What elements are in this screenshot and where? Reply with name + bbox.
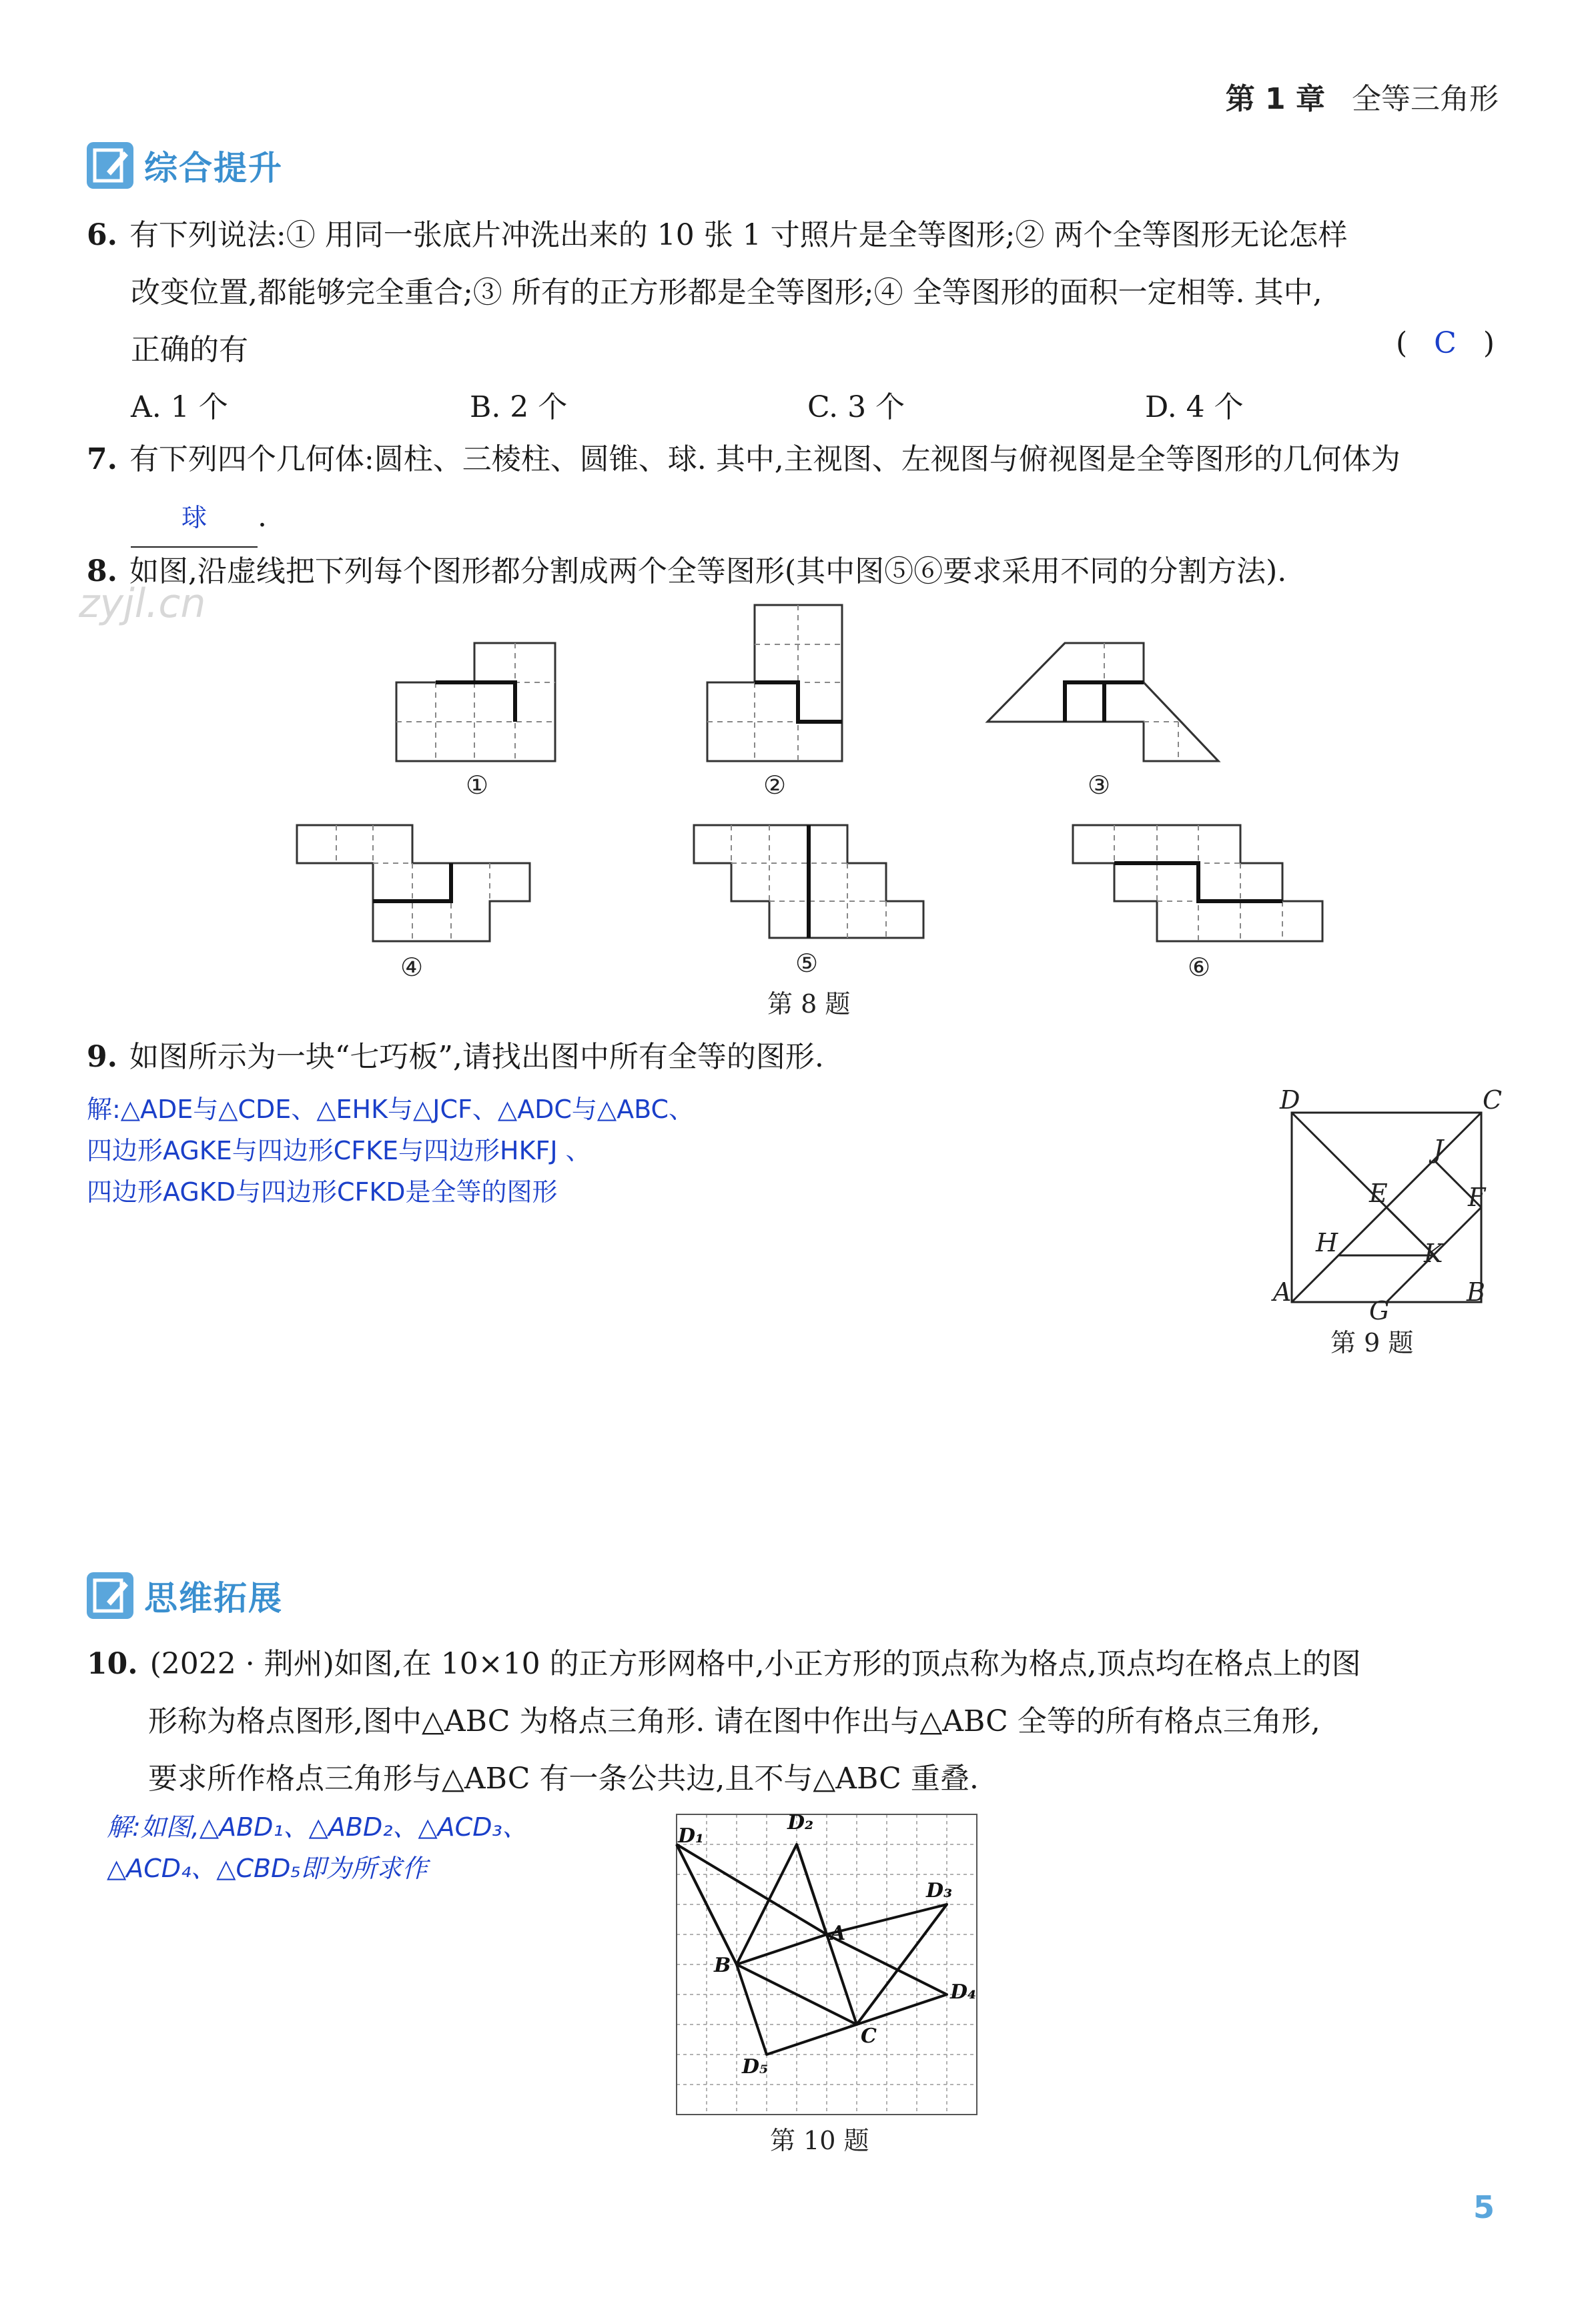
section-heading-extension <box>87 1572 283 1620</box>
pencil-note-icon <box>87 1572 133 1619</box>
point-label-D: D <box>1280 1087 1300 1115</box>
chapter-number: 第 1 章 <box>1225 82 1325 116</box>
question-text-line1: 有下列说法:① 用同一张底片冲洗出来的 10 张 1 寸照片是全等图形;② 两个全等图形无论怎样 <box>129 218 1348 252</box>
point-label-J: J <box>1433 1135 1444 1164</box>
figure-6 <box>1073 825 1322 941</box>
point-label-H: H <box>1316 1228 1338 1257</box>
figure-label-4: ④ <box>400 953 424 982</box>
question-text: 如图所示为一块“七巧板”,请找出图中所有全等的图形. <box>129 1040 824 1074</box>
grid-figure <box>667 1801 1001 2135</box>
watermark: zyjl.cn <box>79 580 206 627</box>
question-number: 7. <box>87 442 117 476</box>
tangram-figure <box>1268 1087 1508 1321</box>
point-label-E: E <box>1369 1179 1388 1208</box>
point-label-C: C <box>861 2024 877 2048</box>
section-title: 思维拓展 <box>144 1579 283 1618</box>
point-label-B: B <box>714 1954 731 1977</box>
solution-line: 四边形AGKD与四边形CFKD是全等的图形 <box>87 1177 558 1207</box>
figure-2 <box>707 605 842 761</box>
figure-5 <box>694 825 923 938</box>
question-text-line3: 正确的有 <box>131 333 248 367</box>
question-10 <box>87 1636 1495 1808</box>
solution-line: 解:△ADE与△CDE、△EHK与△JCF、△ADC与△ABC、 <box>87 1095 695 1124</box>
point-label-A: A <box>1273 1277 1292 1307</box>
question-text: 如图,沿虚线把下列每个图形都分割成两个全等图形(其中图⑤⑥要求采用不同的分割方法). <box>129 554 1287 588</box>
point-label-F: F <box>1468 1183 1486 1212</box>
question-number: 8. <box>87 554 117 588</box>
figure-caption-q10: 第 10 题 <box>770 2126 869 2155</box>
figure-caption-q9: 第 9 题 <box>1330 1328 1414 1357</box>
question-number: 6. <box>87 218 117 252</box>
question-text-line2: 改变位置,都能够完全重合;③ 所有的正方形都是全等图形;④ 全等图形的面积一定相等. 其中, <box>131 275 1322 310</box>
solution-line: 解:如图,△ABD₁、△ABD₂、△ACD₃、 <box>107 1812 528 1842</box>
chapter-title: 全等三角形 <box>1352 82 1499 116</box>
question-text-line1: (2022 · 荆州)如图,在 10×10 的正方形网格中,小正方形的顶点称为格点,顶点均在格点上的图 <box>149 1647 1361 1681</box>
option-c: C. 3 个 <box>807 390 905 424</box>
question-number: 10. <box>87 1647 138 1681</box>
question-text-line3: 要求所作格点三角形与△ABC 有一条公共边,且不与△ABC 重叠. <box>148 1762 979 1796</box>
fill-answer: 球 <box>181 503 207 532</box>
figure-1 <box>396 643 555 761</box>
figure-label-3: ③ <box>1088 770 1111 800</box>
answer-value: C <box>1434 326 1457 360</box>
solution-line: △ACD₄、△CBD₅即为所求作 <box>107 1854 428 1883</box>
figure-label-6: ⑥ <box>1188 953 1211 982</box>
point-label-D5: D₅ <box>742 2055 769 2079</box>
figure-3 <box>987 643 1218 761</box>
question-text: 有下列四个几何体:圆柱、三棱柱、圆锥、球. 其中,主视图、左视图与俯视图是全等图形的几何体为 <box>129 442 1401 476</box>
page-number: 5 <box>1473 2189 1495 2225</box>
option-b: B. 2 个 <box>470 390 568 424</box>
point-label-K: K <box>1424 1239 1443 1268</box>
answer-bracket: ( C ) <box>1395 326 1495 360</box>
figure-caption-q8: 第 8 题 <box>767 989 851 1019</box>
point-label-D4: D₄ <box>950 1980 977 2004</box>
question-number: 9. <box>87 1040 117 1074</box>
solution-q9 <box>87 1089 694 1213</box>
option-a: A. 1 个 <box>131 390 228 424</box>
figure-label-5: ⑤ <box>795 949 819 978</box>
point-label-B: B <box>1467 1277 1485 1307</box>
solution-line: 四边形AGKE与四边形CFKE与四边形HKFJ 、 <box>87 1136 591 1165</box>
question-7: 7. 有下列四个几何体:圆柱、三棱柱、圆锥、球. 其中,主视图、左视图与俯视图是全等图形的几何体为 球 . <box>87 431 1495 548</box>
point-label-A: A <box>830 1922 846 1945</box>
figure-label-1: ① <box>466 770 489 800</box>
point-label-D2: D₂ <box>787 1811 814 1834</box>
figures-q8 <box>0 0 1584 1001</box>
option-d: D. 4 个 <box>1145 390 1244 424</box>
question-9 <box>87 1029 1495 1086</box>
point-label-D1: D₁ <box>678 1824 705 1848</box>
point-label-C: C <box>1483 1087 1503 1115</box>
point-label-D3: D₃ <box>926 1879 953 1902</box>
section-title: 综合提升 <box>144 149 283 187</box>
point-label-G: G <box>1369 1296 1390 1321</box>
figure-label-2: ② <box>763 770 787 800</box>
question-text-line2: 形称为格点图形,图中△ABC 为格点三角形. 请在图中作出与△ABC 全等的所有格点三角形, <box>148 1704 1320 1738</box>
figure-4 <box>297 825 530 941</box>
solution-q10 <box>107 1806 528 1889</box>
